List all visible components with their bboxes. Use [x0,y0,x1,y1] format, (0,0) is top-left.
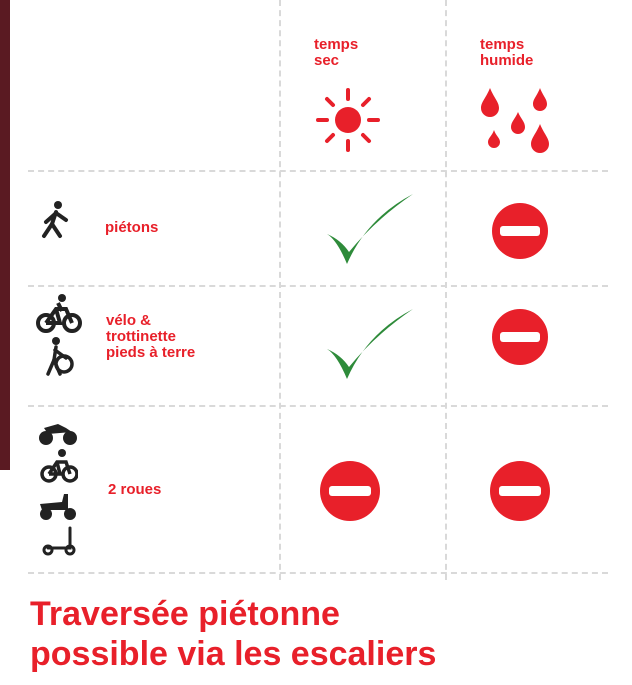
footer-line2: possible via les escaliers [30,635,437,673]
header-dry-line2: sec [314,52,340,69]
footer-notice [30,594,436,674]
scooter-icon [38,490,78,522]
left-edge-bar [0,0,10,470]
pedestrian-icon [38,200,74,240]
row-label-line: piétons [105,219,159,236]
check-icon [323,305,415,387]
row-label-line: pieds à terre [106,344,196,361]
sun-icon [314,86,382,154]
rules-table [28,0,608,580]
row-divider [28,572,608,574]
header-wet-line1: temps [480,36,525,53]
bicycle-icon [36,293,82,335]
column-divider [445,0,447,580]
header-dry-line1: temps [314,36,359,53]
raindrops-icon [480,86,560,158]
no-entry-icon [491,202,549,260]
no-entry-icon [489,460,551,522]
no-entry-icon [491,308,549,366]
row-divider [28,405,608,407]
row-label-line: vélo & [106,312,152,329]
row-divider [28,170,608,172]
walking-bike-icon [40,336,78,378]
kick-scooter-icon [42,526,78,556]
row-divider [28,285,608,287]
row-label-pedestrians [105,220,158,236]
check-icon [323,190,415,272]
header-wet-weather [480,37,533,69]
no-entry-icon [319,460,381,522]
header-dry-weather [314,37,358,69]
footer-line1: Traversée piétonne [30,595,340,633]
row-label-line: 2 roues [108,481,162,498]
row-label-line: trottinette [106,328,176,345]
bicycle-icon [40,448,78,484]
header-wet-line2: humide [480,52,534,69]
row-label-two-wheels [108,482,161,498]
motorbike-icon [38,418,78,446]
column-divider [279,0,281,580]
row-label-bike-scooter [106,313,195,361]
